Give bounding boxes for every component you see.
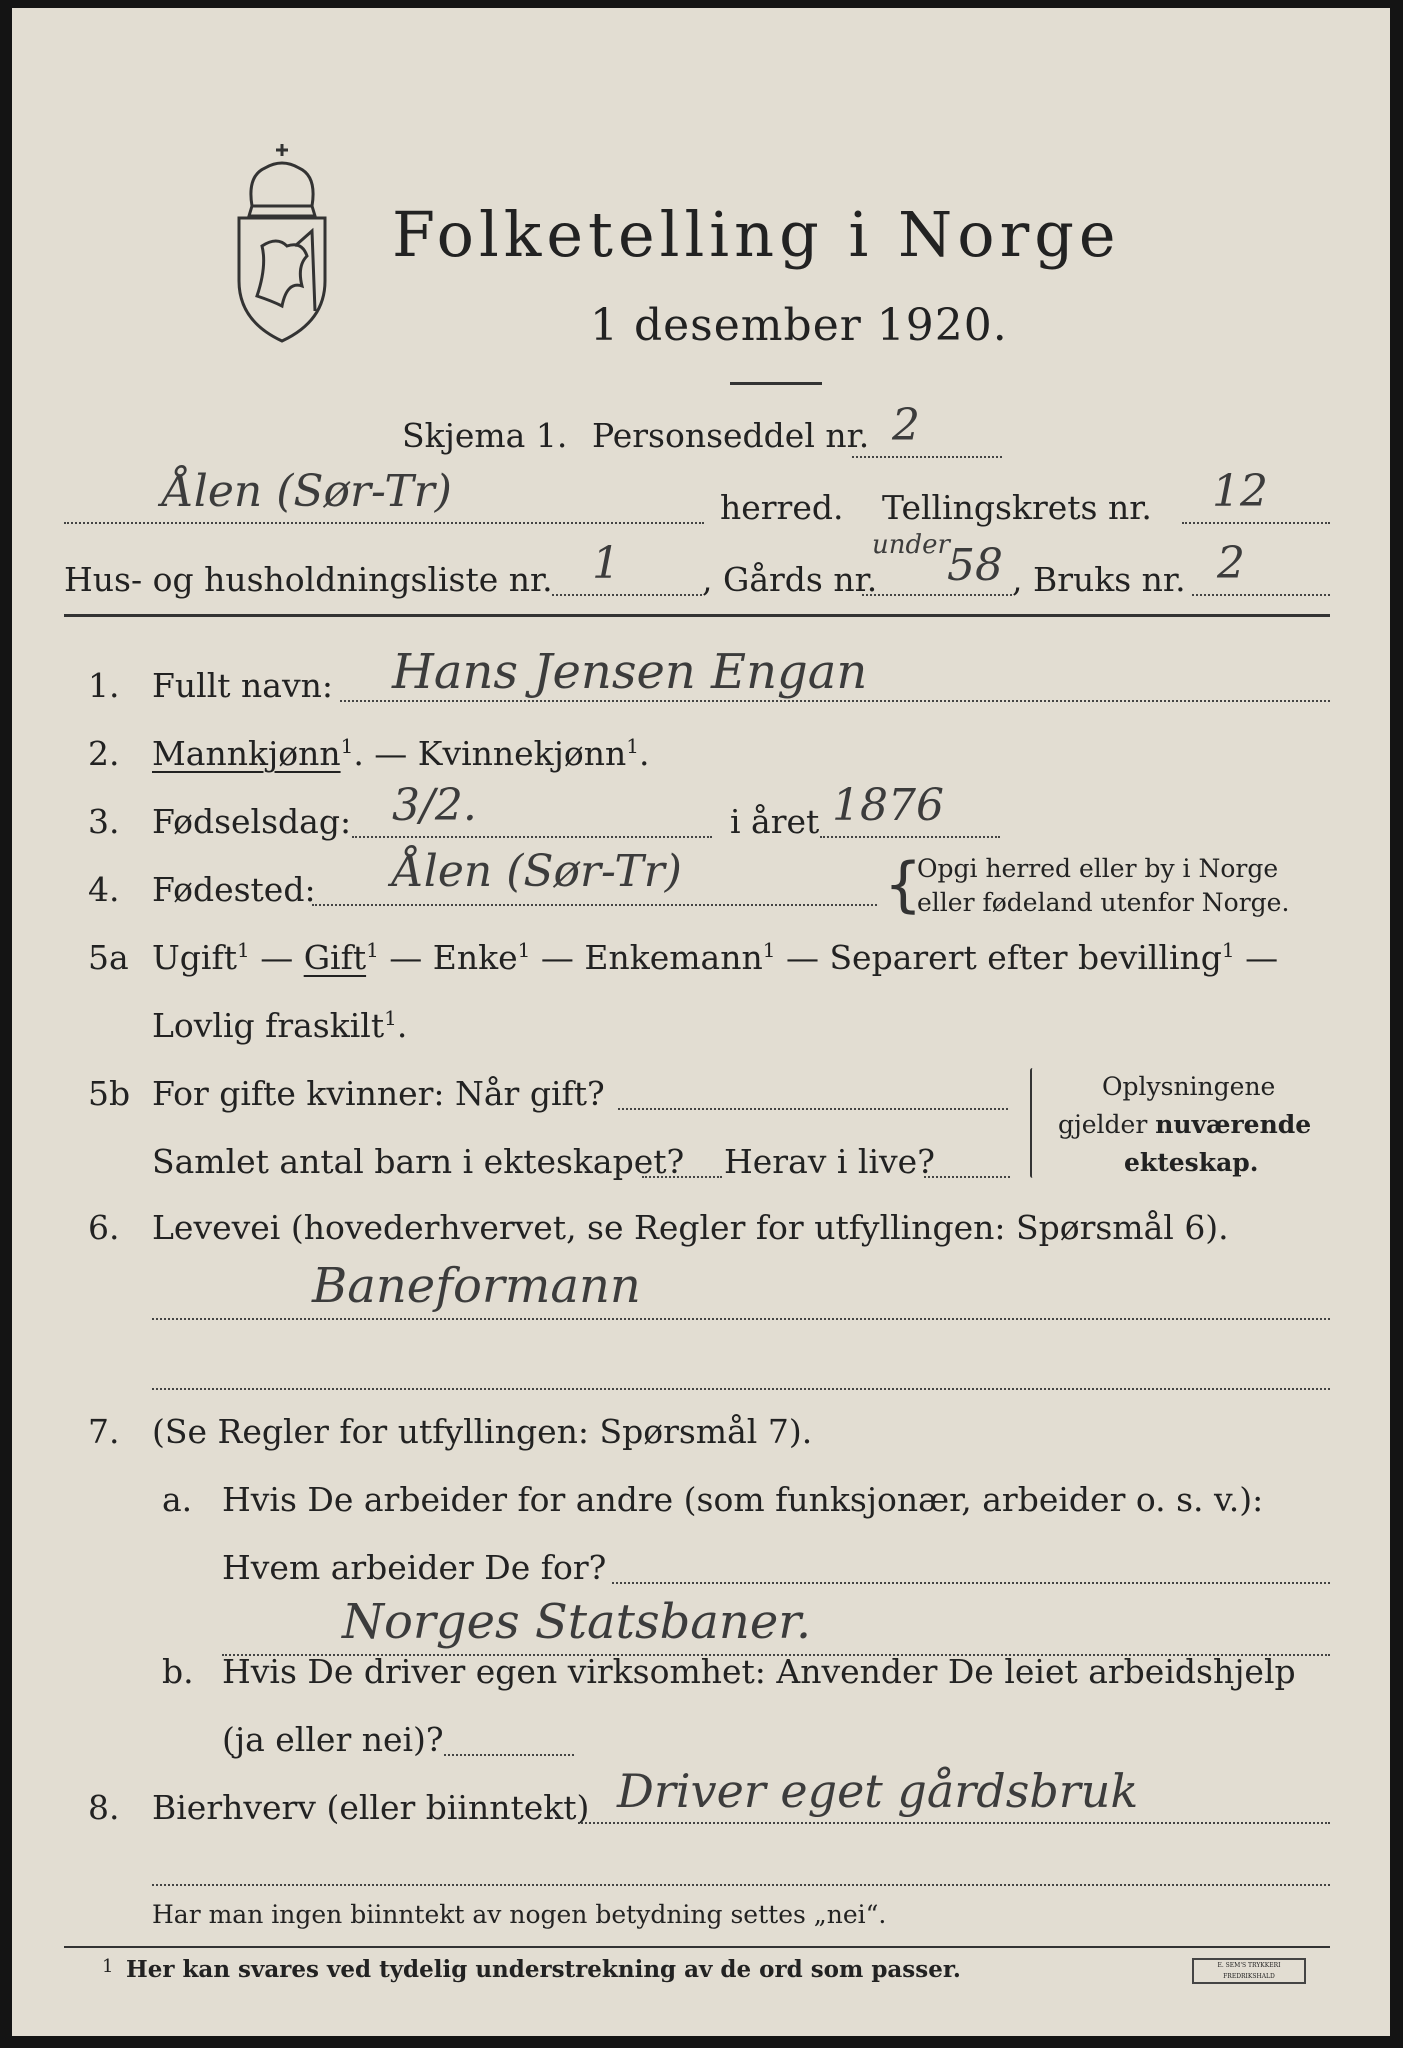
- q7a-line1: [612, 1582, 1330, 1584]
- q4-number: 4.: [88, 870, 120, 909]
- q3-year-line: [820, 836, 1000, 838]
- q5b-note-line3: ekteskap.: [1124, 1148, 1259, 1177]
- full-name-value: Hans Jensen Engan: [392, 644, 868, 700]
- page-title: Folketelling i Norge: [392, 198, 1121, 271]
- birthday-value: 3/2.: [392, 780, 477, 831]
- q4-note-line2: eller fødeland utenfor Norge.: [917, 888, 1290, 917]
- birthplace-value: Ålen (Sør-Tr): [392, 846, 682, 897]
- q5b-children-label: Samlet antal barn i ekteskapet?: [152, 1142, 685, 1181]
- gards-line: [862, 594, 1012, 596]
- q3-number: 3.: [88, 802, 120, 841]
- skjema-label: Skjema 1.: [402, 416, 568, 455]
- footnote-text: Her kan svares ved tydelig understrekning av de ord som passer.: [126, 1956, 961, 1983]
- employer-value: Norges Statsbaner.: [342, 1594, 812, 1650]
- header-rule: [64, 614, 1330, 617]
- q6-label: Levevei (hovederhvervet, se Regler for utfyllingen: Spørsmål 6).: [152, 1208, 1229, 1247]
- q4-line: [312, 904, 877, 906]
- footnote-number: 1: [102, 1956, 114, 1977]
- q6-line2: [152, 1388, 1330, 1390]
- birth-year-value: 1876: [832, 780, 944, 831]
- q5b-when-married-label: For gifte kvinner: Når gift?: [152, 1074, 605, 1113]
- q5b-children-line: [642, 1176, 722, 1178]
- q7b-text: Hvis De driver egen virksomhet: Anvender De leiet arbeidshjelp: [222, 1652, 1296, 1691]
- q7a-text: Hvis De arbeider for andre (som funksjonær, arbeider o. s. v.):: [222, 1480, 1264, 1519]
- personseddel-label: Personseddel nr.: [592, 416, 870, 455]
- q7-number: 7.: [88, 1412, 120, 1451]
- q6-number: 6.: [88, 1208, 120, 1247]
- norwegian-coat-of-arms-icon: [227, 136, 337, 346]
- q8-number: 8.: [88, 1788, 120, 1827]
- q5b-alive-line: [924, 1176, 1010, 1178]
- bruks-line: [1192, 594, 1330, 596]
- occupation-value: Baneformann: [312, 1258, 641, 1314]
- herred-value: Ålen (Sør-Tr): [162, 466, 452, 517]
- printer-stamp: E. SEM'S TRYKKERI FREDRIKSHALD: [1192, 1958, 1306, 1984]
- q4-note-line1: Opgi herred eller by i Norge: [917, 854, 1279, 883]
- bruks-label: , Bruks nr.: [1012, 560, 1186, 599]
- hus-label: Hus- og husholdningsliste nr.: [64, 560, 553, 599]
- q3-date-line: [352, 836, 712, 838]
- census-form-page: [12, 8, 1390, 2036]
- q6-line1: [152, 1318, 1330, 1320]
- title-divider: [730, 382, 822, 385]
- side-income-value: Driver eget gårdsbruk: [617, 1764, 1139, 1818]
- census-date: 1 desember 1920.: [590, 300, 1008, 351]
- q5b-when-married-line: [618, 1108, 1008, 1110]
- personseddel-line: [852, 456, 1002, 458]
- q5b-alive-label: Herav i live?: [724, 1142, 935, 1181]
- gards-label: , Gårds nr.: [702, 560, 878, 599]
- q7a-question: Hvem arbeider De for?: [222, 1548, 607, 1587]
- q2-number: 2.: [88, 734, 120, 773]
- q8-line1: [578, 1822, 1330, 1824]
- personseddel-value: 2: [892, 400, 920, 451]
- q5b-number: 5b: [88, 1074, 131, 1113]
- q7b-letter: b.: [162, 1652, 194, 1691]
- q5b-brace: [1030, 1068, 1035, 1178]
- q3-label: Fødselsdag:: [152, 802, 352, 841]
- marital-status-options: Ugift$^1$ — Gift$^1$ — Enke$^1$ — Enkemann$^1$ — Separert efter bevilling$^1$ —: [152, 938, 1279, 977]
- q5b-note-line1: Oplysningene: [1102, 1072, 1276, 1101]
- q8-label: Bierhverv (eller biinntekt): [152, 1788, 590, 1827]
- q3-year-label: i året: [730, 802, 820, 841]
- q1-label: Fullt navn:: [152, 666, 333, 705]
- q1-number: 1.: [88, 666, 120, 705]
- tellingskrets-line: [1182, 522, 1330, 524]
- q7a-letter: a.: [162, 1480, 193, 1519]
- q5a-number: 5a: [88, 938, 129, 977]
- gards-value: 58: [947, 540, 1003, 591]
- tellingskrets-label: Tellingskrets nr.: [882, 488, 1152, 527]
- marital-status-line2: Lovlig fraskilt$^1$.: [152, 1006, 408, 1045]
- q4-label: Fødested:: [152, 870, 316, 909]
- q8-line2: [152, 1884, 1330, 1886]
- q7b-line: [444, 1754, 574, 1756]
- q4-brace: {: [884, 850, 923, 920]
- herred-label: herred.: [720, 488, 844, 527]
- gender-male: Mannkjønn: [152, 734, 341, 773]
- gender-female: Kvinnekjønn: [417, 734, 627, 773]
- q7b-question: (ja eller nei)?: [222, 1720, 444, 1759]
- footer-note: Har man ingen biinntekt av nogen betydning settes „nei“.: [152, 1900, 887, 1929]
- tellingskrets-value: 12: [1212, 466, 1268, 517]
- herred-line: [64, 522, 704, 524]
- marital-gift: Gift: [303, 938, 367, 977]
- hus-value: 1: [592, 538, 620, 589]
- q5b-note-line2: gjelder nuværende: [1058, 1110, 1312, 1139]
- bruks-value: 2: [1217, 538, 1245, 589]
- q7-label: (Se Regler for utfyllingen: Spørsmål 7).: [152, 1412, 813, 1451]
- hus-line: [552, 594, 702, 596]
- q1-line: [340, 700, 1330, 702]
- gards-note: under: [872, 530, 950, 560]
- gender-options: Mannkjønn$^1$. — Kvinnekjønn$^1$.: [152, 734, 650, 773]
- footer-rule: [64, 1946, 1330, 1948]
